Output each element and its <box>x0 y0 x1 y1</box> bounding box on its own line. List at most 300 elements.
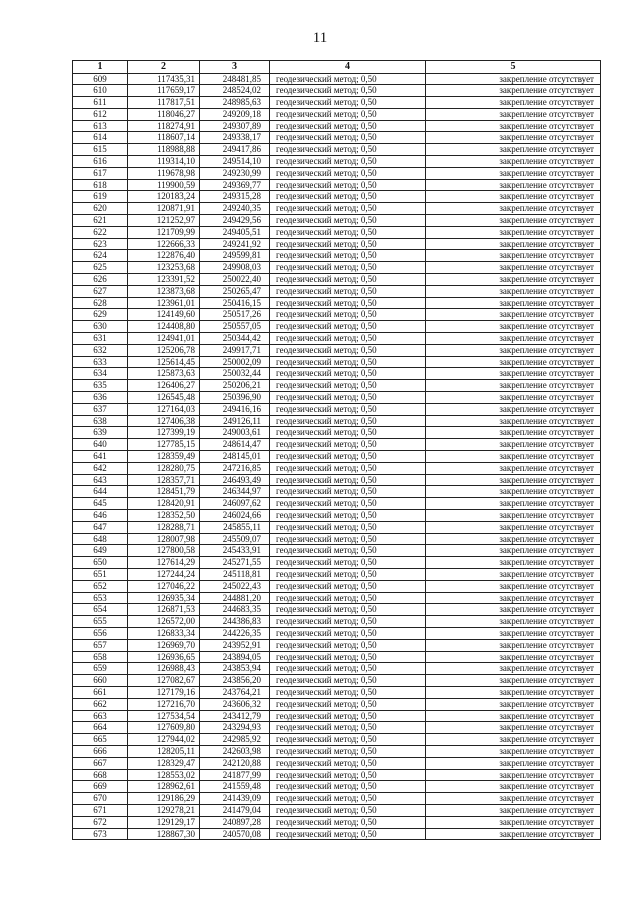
y-coordinate-cell: 250206,21 <box>200 380 270 392</box>
fixing-cell: закрепление отсутствует <box>426 757 601 769</box>
method-cell: геодезический метод; 0,50 <box>270 769 426 781</box>
table-row <box>73 722 601 734</box>
point-number-cell: 661 <box>73 686 128 698</box>
table-row <box>73 639 601 651</box>
fixing-cell: закрепление отсутствует <box>426 179 601 191</box>
point-number-cell: 625 <box>73 262 128 274</box>
x-coordinate-cell: 126988,43 <box>128 663 200 675</box>
table-row <box>73 521 601 533</box>
column-header: 4 <box>270 61 426 74</box>
y-coordinate-cell: 242985,92 <box>200 734 270 746</box>
y-coordinate-cell: 249338,17 <box>200 132 270 144</box>
table-row <box>73 757 601 769</box>
table-row <box>73 321 601 333</box>
column-header: 5 <box>426 61 601 74</box>
table-row <box>73 710 601 722</box>
y-coordinate-cell: 250344,42 <box>200 333 270 345</box>
method-cell: геодезический метод; 0,50 <box>270 545 426 557</box>
method-cell: геодезический метод; 0,50 <box>270 108 426 120</box>
table-row <box>73 698 601 710</box>
point-number-cell: 646 <box>73 509 128 521</box>
method-cell: геодезический метод; 0,50 <box>270 73 426 85</box>
fixing-cell: закрепление отсутствует <box>426 321 601 333</box>
x-coordinate-cell: 122666,33 <box>128 238 200 250</box>
y-coordinate-cell: 250022,40 <box>200 274 270 286</box>
y-coordinate-cell: 241439,09 <box>200 793 270 805</box>
x-coordinate-cell: 127046,22 <box>128 580 200 592</box>
point-number-cell: 617 <box>73 167 128 179</box>
point-number-cell: 667 <box>73 757 128 769</box>
x-coordinate-cell: 128420,91 <box>128 498 200 510</box>
x-coordinate-cell: 128288,71 <box>128 521 200 533</box>
y-coordinate-cell: 245271,55 <box>200 557 270 569</box>
x-coordinate-cell: 127944,02 <box>128 734 200 746</box>
y-coordinate-cell: 243606,32 <box>200 698 270 710</box>
fixing-cell: закрепление отсутствует <box>426 262 601 274</box>
y-coordinate-cell: 250265,47 <box>200 285 270 297</box>
point-number-cell: 643 <box>73 474 128 486</box>
x-coordinate-cell: 123391,52 <box>128 274 200 286</box>
point-number-cell: 636 <box>73 392 128 404</box>
fixing-cell: закрепление отсутствует <box>426 793 601 805</box>
x-coordinate-cell: 128357,71 <box>128 474 200 486</box>
point-number-cell: 655 <box>73 616 128 628</box>
y-coordinate-cell: 245855,11 <box>200 521 270 533</box>
method-cell: геодезический метод; 0,50 <box>270 462 426 474</box>
x-coordinate-cell: 128352,50 <box>128 509 200 521</box>
x-coordinate-cell: 127164,03 <box>128 403 200 415</box>
y-coordinate-cell: 243952,91 <box>200 639 270 651</box>
fixing-cell: закрепление отсутствует <box>426 274 601 286</box>
y-coordinate-cell: 250002,09 <box>200 356 270 368</box>
x-coordinate-cell: 128867,30 <box>128 828 200 840</box>
table-row <box>73 120 601 132</box>
table-row <box>73 686 601 698</box>
x-coordinate-cell: 121709,99 <box>128 226 200 238</box>
method-cell: геодезический метод; 0,50 <box>270 274 426 286</box>
method-cell: геодезический метод; 0,50 <box>270 568 426 580</box>
x-coordinate-cell: 117659,17 <box>128 85 200 97</box>
table-row <box>73 309 601 321</box>
point-number-cell: 610 <box>73 85 128 97</box>
table-row <box>73 604 601 616</box>
y-coordinate-cell: 244683,35 <box>200 604 270 616</box>
fixing-cell: закрепление отсутствует <box>426 722 601 734</box>
y-coordinate-cell: 240897,28 <box>200 816 270 828</box>
method-cell: геодезический метод; 0,50 <box>270 179 426 191</box>
y-coordinate-cell: 249417,86 <box>200 144 270 156</box>
column-header: 3 <box>200 61 270 74</box>
method-cell: геодезический метод; 0,50 <box>270 498 426 510</box>
table-row <box>73 333 601 345</box>
table-row <box>73 568 601 580</box>
x-coordinate-cell: 121252,97 <box>128 215 200 227</box>
table-row <box>73 486 601 498</box>
point-number-cell: 626 <box>73 274 128 286</box>
point-number-cell: 624 <box>73 250 128 262</box>
method-cell: геодезический метод; 0,50 <box>270 604 426 616</box>
x-coordinate-cell: 120871,91 <box>128 203 200 215</box>
table-row <box>73 356 601 368</box>
x-coordinate-cell: 124149,60 <box>128 309 200 321</box>
x-coordinate-cell: 123961,01 <box>128 297 200 309</box>
point-number-cell: 630 <box>73 321 128 333</box>
table-row <box>73 533 601 545</box>
x-coordinate-cell: 117435,31 <box>128 73 200 85</box>
table-row <box>73 144 601 156</box>
point-number-cell: 669 <box>73 781 128 793</box>
column-header: 1 <box>73 61 128 74</box>
fixing-cell: закрепление отсутствует <box>426 439 601 451</box>
point-number-cell: 631 <box>73 333 128 345</box>
point-number-cell: 664 <box>73 722 128 734</box>
fixing-cell: закрепление отсутствует <box>426 828 601 840</box>
y-coordinate-cell: 249416,16 <box>200 403 270 415</box>
y-coordinate-cell: 243856,20 <box>200 675 270 687</box>
point-number-cell: 640 <box>73 439 128 451</box>
y-coordinate-cell: 247216,85 <box>200 462 270 474</box>
method-cell: геодезический метод; 0,50 <box>270 521 426 533</box>
table-row <box>73 592 601 604</box>
x-coordinate-cell: 129278,21 <box>128 804 200 816</box>
x-coordinate-cell: 118607,14 <box>128 132 200 144</box>
table-row <box>73 108 601 120</box>
fixing-cell: закрепление отсутствует <box>426 604 601 616</box>
y-coordinate-cell: 242120,88 <box>200 757 270 769</box>
point-number-cell: 613 <box>73 120 128 132</box>
method-cell: геодезический метод; 0,50 <box>270 356 426 368</box>
y-coordinate-cell: 243412,79 <box>200 710 270 722</box>
fixing-cell: закрепление отсутствует <box>426 120 601 132</box>
point-number-cell: 654 <box>73 604 128 616</box>
y-coordinate-cell: 249917,71 <box>200 344 270 356</box>
table-row <box>73 238 601 250</box>
point-number-cell: 633 <box>73 356 128 368</box>
x-coordinate-cell: 129186,29 <box>128 793 200 805</box>
method-cell: геодезический метод; 0,50 <box>270 167 426 179</box>
x-coordinate-cell: 126833,34 <box>128 627 200 639</box>
table-row <box>73 663 601 675</box>
fixing-cell: закрепление отсутствует <box>426 215 601 227</box>
point-number-cell: 657 <box>73 639 128 651</box>
y-coordinate-cell: 249369,77 <box>200 179 270 191</box>
table-row <box>73 73 601 85</box>
method-cell: геодезический метод; 0,50 <box>270 698 426 710</box>
y-coordinate-cell: 248145,01 <box>200 451 270 463</box>
method-cell: геодезический метод; 0,50 <box>270 144 426 156</box>
method-cell: геодезический метод; 0,50 <box>270 686 426 698</box>
point-number-cell: 650 <box>73 557 128 569</box>
y-coordinate-cell: 241559,48 <box>200 781 270 793</box>
fixing-cell: закрепление отсутствует <box>426 734 601 746</box>
x-coordinate-cell: 120183,24 <box>128 191 200 203</box>
method-cell: геодезический метод; 0,50 <box>270 486 426 498</box>
method-cell: геодезический метод; 0,50 <box>270 651 426 663</box>
method-cell: геодезический метод; 0,50 <box>270 262 426 274</box>
y-coordinate-cell: 242603,98 <box>200 745 270 757</box>
x-coordinate-cell: 125206,78 <box>128 344 200 356</box>
method-cell: геодезический метод; 0,50 <box>270 380 426 392</box>
fixing-cell: закрепление отсутствует <box>426 710 601 722</box>
method-cell: геодезический метод; 0,50 <box>270 321 426 333</box>
point-number-cell: 649 <box>73 545 128 557</box>
method-cell: геодезический метод; 0,50 <box>270 285 426 297</box>
method-cell: геодезический метод; 0,50 <box>270 627 426 639</box>
table-row <box>73 439 601 451</box>
method-cell: геодезический метод; 0,50 <box>270 156 426 168</box>
fixing-cell: закрепление отсутствует <box>426 592 601 604</box>
fixing-cell: закрепление отсутствует <box>426 167 601 179</box>
fixing-cell: закрепление отсутствует <box>426 403 601 415</box>
point-number-cell: 618 <box>73 179 128 191</box>
table-row <box>73 675 601 687</box>
method-cell: геодезический метод; 0,50 <box>270 203 426 215</box>
point-number-cell: 645 <box>73 498 128 510</box>
fixing-cell: закрепление отсутствует <box>426 616 601 628</box>
y-coordinate-cell: 243894,05 <box>200 651 270 663</box>
x-coordinate-cell: 127614,29 <box>128 557 200 569</box>
y-coordinate-cell: 249241,92 <box>200 238 270 250</box>
point-number-cell: 623 <box>73 238 128 250</box>
fixing-cell: закрепление отсутствует <box>426 73 601 85</box>
x-coordinate-cell: 118988,88 <box>128 144 200 156</box>
table-header-row <box>73 61 601 74</box>
point-number-cell: 629 <box>73 309 128 321</box>
table-row <box>73 769 601 781</box>
x-coordinate-cell: 129129,17 <box>128 816 200 828</box>
method-cell: геодезический метод; 0,50 <box>270 120 426 132</box>
x-coordinate-cell: 128280,75 <box>128 462 200 474</box>
method-cell: геодезический метод; 0,50 <box>270 297 426 309</box>
point-number-cell: 635 <box>73 380 128 392</box>
x-coordinate-cell: 127785,15 <box>128 439 200 451</box>
point-number-cell: 648 <box>73 533 128 545</box>
fixing-cell: закрепление отсутствует <box>426 663 601 675</box>
x-coordinate-cell: 126936,65 <box>128 651 200 663</box>
point-number-cell: 663 <box>73 710 128 722</box>
y-coordinate-cell: 249307,89 <box>200 120 270 132</box>
x-coordinate-cell: 127216,70 <box>128 698 200 710</box>
table-row <box>73 427 601 439</box>
x-coordinate-cell: 127406,38 <box>128 415 200 427</box>
table-row <box>73 557 601 569</box>
method-cell: геодезический метод; 0,50 <box>270 580 426 592</box>
y-coordinate-cell: 244881,20 <box>200 592 270 604</box>
y-coordinate-cell: 248524,02 <box>200 85 270 97</box>
x-coordinate-cell: 127399,19 <box>128 427 200 439</box>
method-cell: геодезический метод; 0,50 <box>270 781 426 793</box>
point-number-cell: 665 <box>73 734 128 746</box>
table-row <box>73 380 601 392</box>
point-number-cell: 647 <box>73 521 128 533</box>
table-row <box>73 545 601 557</box>
table-row <box>73 781 601 793</box>
method-cell: геодезический метод; 0,50 <box>270 793 426 805</box>
point-number-cell: 673 <box>73 828 128 840</box>
method-cell: геодезический метод; 0,50 <box>270 474 426 486</box>
fixing-cell: закрепление отсутствует <box>426 97 601 109</box>
fixing-cell: закрепление отсутствует <box>426 250 601 262</box>
y-coordinate-cell: 244386,83 <box>200 616 270 628</box>
method-cell: геодезический метод; 0,50 <box>270 557 426 569</box>
point-number-cell: 652 <box>73 580 128 592</box>
fixing-cell: закрепление отсутствует <box>426 462 601 474</box>
fixing-cell: закрепление отсутствует <box>426 698 601 710</box>
fixing-cell: закрепление отсутствует <box>426 745 601 757</box>
point-number-cell: 641 <box>73 451 128 463</box>
point-number-cell: 611 <box>73 97 128 109</box>
table-row <box>73 509 601 521</box>
fixing-cell: закрепление отсутствует <box>426 191 601 203</box>
table-row <box>73 368 601 380</box>
method-cell: геодезический метод; 0,50 <box>270 309 426 321</box>
table-row <box>73 804 601 816</box>
fixing-cell: закрепление отсутствует <box>426 415 601 427</box>
table-row <box>73 793 601 805</box>
table-row <box>73 616 601 628</box>
x-coordinate-cell: 126871,53 <box>128 604 200 616</box>
x-coordinate-cell: 117817,51 <box>128 97 200 109</box>
x-coordinate-cell: 128451,79 <box>128 486 200 498</box>
x-coordinate-cell: 128962,61 <box>128 781 200 793</box>
method-cell: геодезический метод; 0,50 <box>270 250 426 262</box>
method-cell: геодезический метод; 0,50 <box>270 191 426 203</box>
fixing-cell: закрепление отсутствует <box>426 226 601 238</box>
method-cell: геодезический метод; 0,50 <box>270 368 426 380</box>
x-coordinate-cell: 126969,70 <box>128 639 200 651</box>
table-row <box>73 498 601 510</box>
point-number-cell: 651 <box>73 568 128 580</box>
fixing-cell: закрепление отсутствует <box>426 769 601 781</box>
y-coordinate-cell: 248985,63 <box>200 97 270 109</box>
y-coordinate-cell: 249315,28 <box>200 191 270 203</box>
table-row <box>73 250 601 262</box>
fixing-cell: закрепление отсутствует <box>426 203 601 215</box>
y-coordinate-cell: 246097,62 <box>200 498 270 510</box>
table-row <box>73 415 601 427</box>
method-cell: геодезический метод; 0,50 <box>270 403 426 415</box>
fixing-cell: закрепление отсутствует <box>426 297 601 309</box>
point-number-cell: 609 <box>73 73 128 85</box>
method-cell: геодезический метод; 0,50 <box>270 675 426 687</box>
table-row <box>73 392 601 404</box>
table-row <box>73 262 601 274</box>
point-number-cell: 628 <box>73 297 128 309</box>
point-number-cell: 620 <box>73 203 128 215</box>
point-number-cell: 668 <box>73 769 128 781</box>
fixing-cell: закрепление отсутствует <box>426 533 601 545</box>
method-cell: геодезический метод; 0,50 <box>270 816 426 828</box>
fixing-cell: закрепление отсутствует <box>426 781 601 793</box>
method-cell: геодезический метод; 0,50 <box>270 427 426 439</box>
point-number-cell: 660 <box>73 675 128 687</box>
y-coordinate-cell: 249230,99 <box>200 167 270 179</box>
fixing-cell: закрепление отсутствует <box>426 486 601 498</box>
table-row <box>73 285 601 297</box>
y-coordinate-cell: 241877,99 <box>200 769 270 781</box>
table-row <box>73 734 601 746</box>
column-header: 2 <box>128 61 200 74</box>
fixing-cell: закрепление отсутствует <box>426 333 601 345</box>
method-cell: геодезический метод; 0,50 <box>270 722 426 734</box>
page-number: 11 <box>312 30 328 46</box>
fixing-cell: закрепление отсутствует <box>426 627 601 639</box>
x-coordinate-cell: 126572,00 <box>128 616 200 628</box>
point-number-cell: 642 <box>73 462 128 474</box>
fixing-cell: закрепление отсутствует <box>426 651 601 663</box>
fixing-cell: закрепление отсутствует <box>426 509 601 521</box>
method-cell: геодезический метод; 0,50 <box>270 392 426 404</box>
y-coordinate-cell: 249514,10 <box>200 156 270 168</box>
y-coordinate-cell: 249126,11 <box>200 415 270 427</box>
y-coordinate-cell: 250416,15 <box>200 297 270 309</box>
fixing-cell: закрепление отсутствует <box>426 85 601 97</box>
x-coordinate-cell: 128553,02 <box>128 769 200 781</box>
point-number-cell: 619 <box>73 191 128 203</box>
point-number-cell: 662 <box>73 698 128 710</box>
x-coordinate-cell: 123873,68 <box>128 285 200 297</box>
fixing-cell: закрепление отсутствует <box>426 816 601 828</box>
method-cell: геодезический метод; 0,50 <box>270 804 426 816</box>
method-cell: геодезический метод; 0,50 <box>270 226 426 238</box>
point-number-cell: 671 <box>73 804 128 816</box>
x-coordinate-cell: 128359,49 <box>128 451 200 463</box>
fixing-cell: закрепление отсутствует <box>426 568 601 580</box>
y-coordinate-cell: 249429,56 <box>200 215 270 227</box>
method-cell: геодезический метод; 0,50 <box>270 415 426 427</box>
y-coordinate-cell: 246493,49 <box>200 474 270 486</box>
table-row <box>73 451 601 463</box>
table-row <box>73 215 601 227</box>
method-cell: геодезический метод; 0,50 <box>270 509 426 521</box>
y-coordinate-cell: 245509,07 <box>200 533 270 545</box>
table-row <box>73 203 601 215</box>
fixing-cell: закрепление отсутствует <box>426 427 601 439</box>
table-row <box>73 191 601 203</box>
fixing-cell: закрепление отсутствует <box>426 392 601 404</box>
point-number-cell: 637 <box>73 403 128 415</box>
table-row <box>73 156 601 168</box>
method-cell: геодезический метод; 0,50 <box>270 439 426 451</box>
method-cell: геодезический метод; 0,50 <box>270 757 426 769</box>
y-coordinate-cell: 250517,26 <box>200 309 270 321</box>
x-coordinate-cell: 126406,27 <box>128 380 200 392</box>
x-coordinate-cell: 125873,63 <box>128 368 200 380</box>
point-number-cell: 644 <box>73 486 128 498</box>
y-coordinate-cell: 241479,04 <box>200 804 270 816</box>
point-number-cell: 632 <box>73 344 128 356</box>
fixing-cell: закрепление отсутствует <box>426 108 601 120</box>
x-coordinate-cell: 128205,11 <box>128 745 200 757</box>
table-row <box>73 132 601 144</box>
x-coordinate-cell: 124408,80 <box>128 321 200 333</box>
fixing-cell: закрепление отсутствует <box>426 474 601 486</box>
y-coordinate-cell: 249003,61 <box>200 427 270 439</box>
fixing-cell: закрепление отсутствует <box>426 344 601 356</box>
point-number-cell: 639 <box>73 427 128 439</box>
y-coordinate-cell: 248614,47 <box>200 439 270 451</box>
point-number-cell: 666 <box>73 745 128 757</box>
fixing-cell: закрепление отсутствует <box>426 144 601 156</box>
fixing-cell: закрепление отсутствует <box>426 557 601 569</box>
y-coordinate-cell: 244226,35 <box>200 627 270 639</box>
y-coordinate-cell: 250032,44 <box>200 368 270 380</box>
point-number-cell: 670 <box>73 793 128 805</box>
point-number-cell: 653 <box>73 592 128 604</box>
x-coordinate-cell: 119900,59 <box>128 179 200 191</box>
x-coordinate-cell: 123253,68 <box>128 262 200 274</box>
point-number-cell: 672 <box>73 816 128 828</box>
